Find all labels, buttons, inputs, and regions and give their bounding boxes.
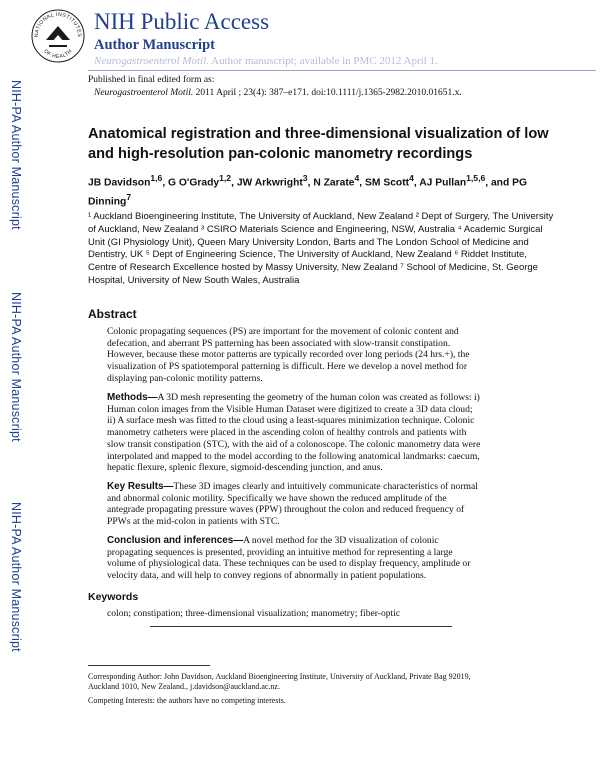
header-divider <box>88 70 596 71</box>
author-name: N Zarate <box>313 177 355 189</box>
author-name: JW Arkwright <box>236 177 303 189</box>
keywords-heading: Keywords <box>88 591 139 603</box>
logo-text-top: NATIONAL INSTITUTES <box>33 11 83 38</box>
results-label: Key Results— <box>107 481 174 492</box>
author-list: JB Davidson$^{1,6}$, G O'Grady$^{1,2}$, JW Arkwright$^3$, N Zarate$^4$, SM Scott$^4$, AJ Pullan$^{1,5,6}$, and PG Dinning$^7$ <box>88 173 528 208</box>
author-affiliation: 4 <box>409 173 414 183</box>
journal-note: Author manuscript; available in PMC 2012 April 1. <box>211 55 438 67</box>
author-name: G O'Grady <box>168 177 220 189</box>
author-affiliation: 1,5,6 <box>466 173 486 183</box>
author-affiliation: 4 <box>354 173 360 183</box>
abstract-heading: Abstract <box>88 307 137 321</box>
article-title: Anatomical registration and three-dimensional visualization of low and high-resolution pan-colonic manometry recordings <box>88 126 549 162</box>
sidebar-label-3: NIH-PA Author Manuscript <box>9 502 23 652</box>
footnote-divider <box>88 665 210 666</box>
citation-details: 2011 April ; 23(4): 387–e171. doi:10.1111/j.1365-2982.2010.01651.x. <box>195 88 462 98</box>
author-name: AJ Pullan <box>419 177 467 189</box>
journal-availability <box>94 56 438 67</box>
author-name: PG Dinning <box>88 177 528 208</box>
sidebar-label-1: NIH-PA Author Manuscript <box>9 80 23 230</box>
abstract-results <box>107 481 483 528</box>
citation <box>94 88 462 98</box>
svg-text:OF HEALTH <box>42 48 73 60</box>
author-affiliation: 7 <box>126 192 132 203</box>
keywords-divider <box>150 626 452 627</box>
author-name: JB Davidson <box>88 177 151 189</box>
methods-label: Methods— <box>107 392 158 403</box>
abstract-conclusion <box>107 535 483 582</box>
nih-public-access-title: NIH Public Access <box>94 9 270 34</box>
affiliations: ¹ Auckland Bioengineering Institute, The University of Auckland, New Zealand ² Dept of Surgery, The University of Auckland, New Zealand ³ CSIRO Materials Science and Engineering, NSW, Australia ⁴ Academic Surgical Unit (GI Physiology Unit), Queen Mary University London, Barts and The London School of Medicine and Dentistry, UK ⁵ Dept of Engineering Science, The University of Auckland, New Zealand ⁶ Riddet Institute, Centre of Research Excellence hosted by Massy University, New Zealand ⁷ School of Medicine, St. George Hospital, University of New South Wales, Australia <box>88 211 554 286</box>
abstract-intro: Colonic propagating sequences (PS) are important for the movement of colonic content and defecation, and aberrant PS patterning has been associated with slow-transit constipation. However, because these motor patterns are typically recorded over long periods (24 hrs.+), the visualization of PS spatiotemporal patterning is difficult. Here we develop a novel method for displaying pan-colonic motility patterns. <box>107 326 470 384</box>
results-text: These 3D images clearly and intuitively communicate characteristics of normal and abnormal colonic motility. Specifically we have shown the reduced amplitude of the antegrade propagating pressure waves (PPW) throughout the colon and reduced frequency of PPWs at the mid-colon in patients with STC. <box>107 481 478 528</box>
author-affiliation: 1,2 <box>219 173 232 183</box>
conclusion-text: A novel method for the 3D visualization of colonic propagating sequences is presented, providing an intuitive method for representing a large volume of physiological data. These techniques can be used to display frequency, amplitude or velocity data, and will help to convey regions of abnormally in patient populations. <box>107 535 471 582</box>
corresponding-author-note: Corresponding Author: John Davidson, Auckland Bioengineering Institute, University of Auckland, Private Bag 92019, Auckland 1010, New Zealand., j.davidson@auckland.ac.nz. <box>88 672 471 691</box>
journal-name: Neurogastroenterol Motil. <box>94 55 209 67</box>
author-name: SM Scott <box>365 177 410 189</box>
competing-interests-note: Competing Interests: the authors have no competing interests. <box>88 696 286 705</box>
published-label: Published in final edited form as: <box>88 75 215 85</box>
keywords-list: colon; constipation; three-dimensional visualization; manometry; fiber-optic <box>107 608 401 619</box>
citation-journal: Neurogastroenterol Motil. <box>94 88 194 98</box>
author-affiliation: 1,6 <box>150 173 163 183</box>
author-manuscript-label: Author Manuscript <box>94 37 215 53</box>
methods-text: A 3D mesh representing the geometry of the human colon was created as follows: i) Human colon images from the Visible Human Dataset were digitized to create a 3D data cloud; ii) A surface mesh was fitted to the cloud using a least-squares minimization technique. Colonic manometry catheters were placed in the ascending colon of healthy controls and patients with slow transit constipation (STC), with the aid of a colonoscope. The colonic manometry data were interpolated and mapped to the model according to the following anatomical landmarks: caecum, hepatic flexure, splenic flexure, sigmoid-descending junction, and anus. <box>107 392 481 474</box>
nih-logo <box>30 8 86 64</box>
logo-text-bottom: OF HEALTH <box>42 48 74 61</box>
author-affiliation: 3 <box>302 173 308 183</box>
abstract-methods <box>107 392 483 474</box>
sidebar-label-2: NIH-PA Author Manuscript <box>9 292 23 442</box>
conclusion-label: Conclusion and inferences— <box>107 535 244 546</box>
